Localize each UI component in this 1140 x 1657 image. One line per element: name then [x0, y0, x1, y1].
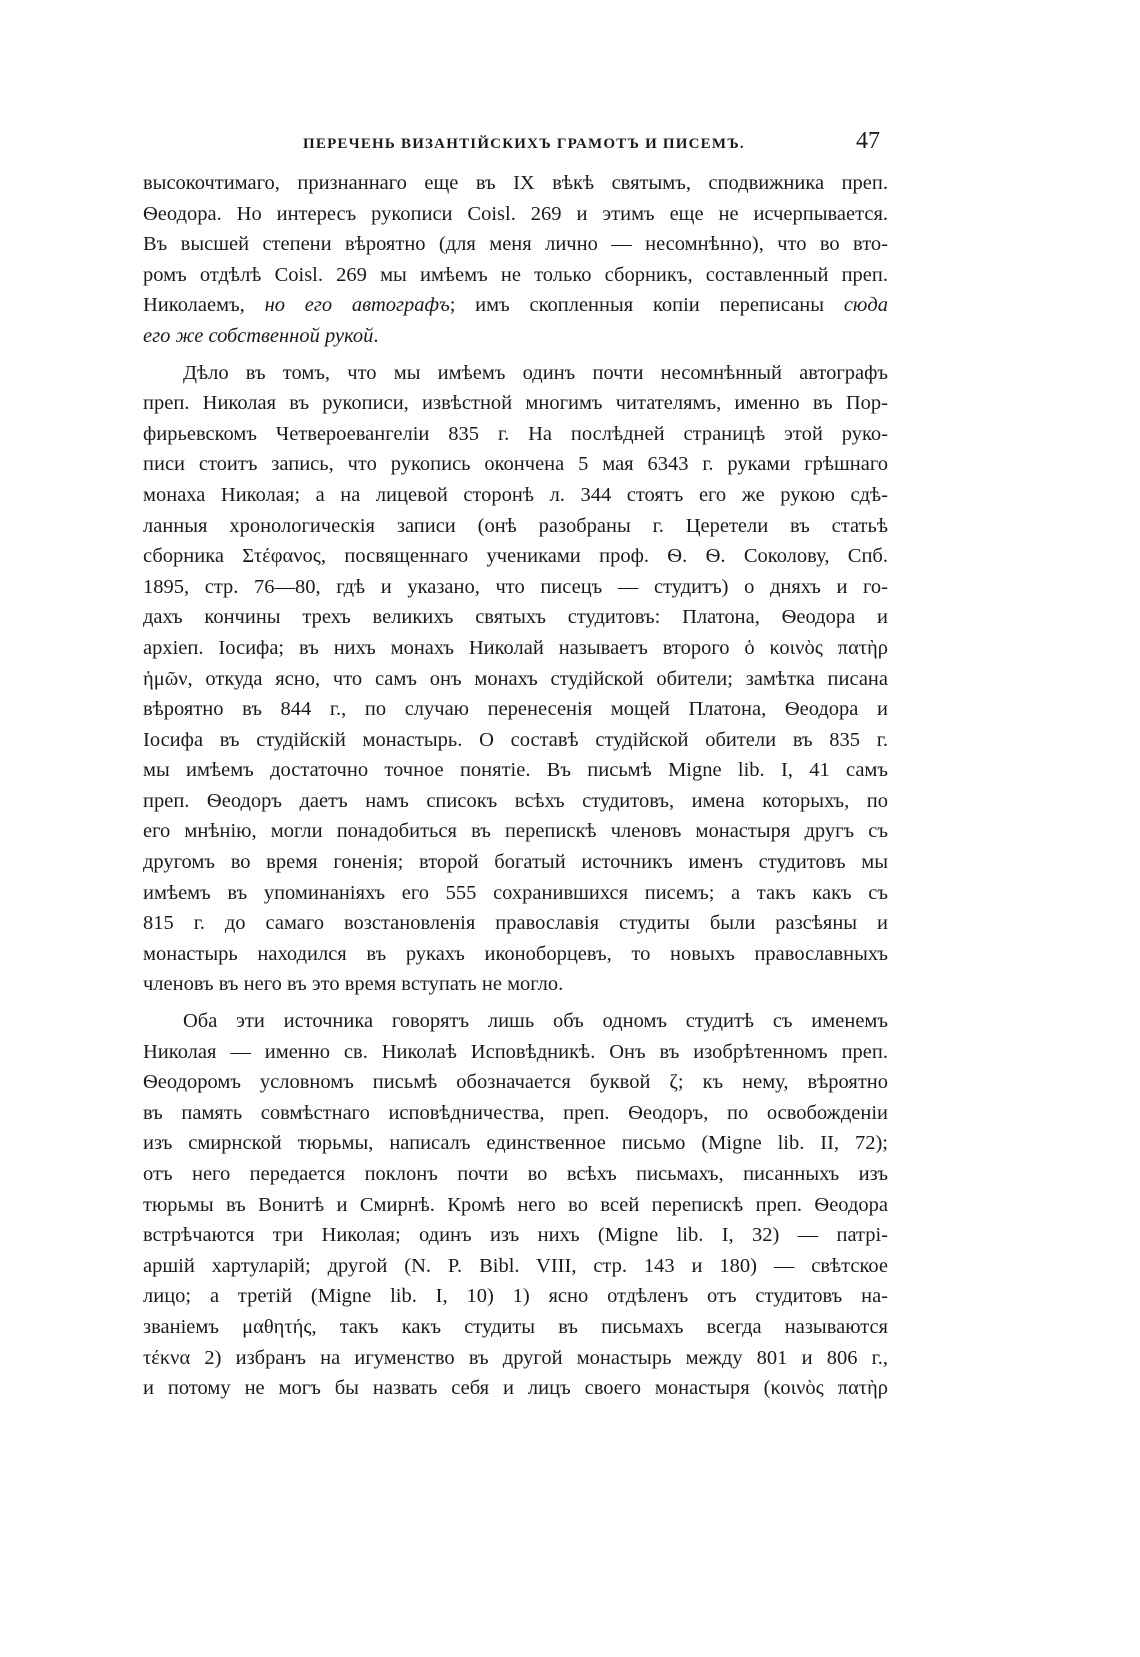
text-line: писи стоитъ запись, что рукопись окончена 5 мая 6343 г. руками грѣшнаго	[143, 453, 888, 476]
paragraph	[143, 1006, 888, 1404]
text-line: преп. Ѳеодоръ даетъ намъ списокъ всѣхъ студитовъ, имена которыхъ, по	[143, 789, 888, 812]
text-line: Николая — именно св. Николаѣ Исповѣдникѣ. Онъ въ изобрѣтенномъ преп.	[143, 1040, 888, 1063]
italic-text: сюда	[843, 294, 888, 317]
text-line: членовъ въ него въ это время вступать не могло.	[143, 973, 564, 996]
text-line: изъ смирнской тюрьмы, написалъ единственное письмо (Migne lib. II, 72);	[143, 1132, 888, 1155]
italic-text: его же собственной рукой	[143, 324, 374, 347]
text-line: 1895, стр. 76—80, гдѣ и указано, что писецъ — студитъ) о дняхъ и го-	[143, 575, 888, 598]
text-line: Ѳеодора. Но интересъ рукописи Coisl. 269 и этимъ еще не исчерпывается.	[143, 202, 888, 225]
text-line: аршій хартуларій; другой (N. P. Bibl. VIII, стр. 143 и 180) — свѣтское	[143, 1254, 888, 1277]
text-line: лицо; а третій (Migne lib. I, 10) 1) ясно отдѣленъ отъ студитовъ на-	[143, 1285, 888, 1308]
text-line: преп. Николая въ рукописи, извѣстной многимъ читателямъ, именно въ Пор-	[143, 392, 888, 415]
italic-text: но его автографъ	[264, 294, 450, 317]
text-line: его мнѣнію, могли понадобиться въ перепискѣ членовъ монастыря другъ съ	[143, 820, 888, 843]
text-line: мы имѣемъ достаточно точное понятіе. Въ письмѣ Migne lib. I, 41 самъ	[143, 759, 888, 782]
text-line	[143, 290, 888, 321]
body-text	[143, 168, 888, 1404]
text-line: дахъ кончины трехъ великихъ святыхъ студитовъ: Платона, Ѳеодора и	[143, 606, 888, 629]
paragraph	[143, 168, 888, 352]
text-segment: ; имъ скопленныя копіи переписаны	[449, 294, 844, 317]
text-line: ромъ отдѣлѣ Coisl. 269 мы имѣемъ не только сборникъ, составленный преп.	[143, 263, 888, 286]
text-line: званіемъ μαθητής, такъ какъ студиты въ письмахъ всегда называются	[143, 1315, 888, 1338]
text-segment: .	[373, 324, 379, 347]
paragraph	[143, 358, 888, 1000]
text-line: и потому не могъ бы назвать себя и лицъ своего монастыря (κοινὸς πατὴρ	[143, 1377, 888, 1400]
text-line: монастырь находился въ рукахъ иконоборцевъ, то новыхъ православныхъ	[143, 942, 888, 965]
text-line: тюрьмы въ Вонитѣ и Смирнѣ. Кромѣ него во всей перепискѣ преп. Ѳеодора	[143, 1193, 888, 1216]
running-head	[143, 128, 888, 168]
text-line: ἡμῶν, откуда ясно, что самъ онъ монахъ студійской обители; замѣтка писана	[143, 667, 888, 690]
text-line: Ѳеодоромъ условномъ письмѣ обозначается буквой ζ; къ нему, вѣроятно	[143, 1071, 888, 1094]
text-line: фирьевскомъ Четвероевангеліи 835 г. На послѣдней страницѣ этой руко-	[143, 422, 888, 445]
text-line	[143, 321, 888, 352]
text-line: Іосифа въ студійскій монастырь. О составѣ студійской обители въ 835 г.	[143, 728, 888, 751]
page-number: 47	[856, 128, 880, 154]
text-line: имѣемъ въ упоминаніяхъ его 555 сохранившихся писемъ; а такъ какъ съ	[143, 881, 888, 904]
text-line: Въ высшей степени вѣроятно (для меня лично — несомнѣнно), что во вто-	[143, 233, 888, 256]
text-line: Оба эти источника говорятъ лишь объ одномъ студитѣ съ именемъ	[183, 1010, 888, 1033]
document-page	[143, 128, 888, 1410]
text-line: τέκνα 2) избранъ на игуменство въ другой монастырь между 801 и 806 г.,	[143, 1346, 888, 1369]
text-line: 815 г. до самаго возстановленія православія студиты были разсѣяны и	[143, 912, 888, 935]
text-segment: Николаемъ,	[143, 294, 265, 317]
text-line: встрѣчаются три Николая; одинъ изъ нихъ (Migne lib. I, 32) — патрі-	[143, 1224, 888, 1247]
text-line: другомъ во время гоненія; второй богатый источникъ именъ студитовъ мы	[143, 851, 888, 874]
text-line: архіеп. Іосифа; въ нихъ монахъ Николай называетъ второго ὁ κοινὸς πατὴρ	[143, 636, 888, 659]
text-line: вѣроятно въ 844 г., по случаю перенесенія мощей Платона, Ѳеодора и	[143, 698, 888, 721]
text-line: въ память совмѣстнаго исповѣдничества, преп. Ѳеодоръ, по освобожденіи	[143, 1101, 888, 1124]
text-line: высокочтимаго, признаннаго еще въ IX вѣкѣ святымъ, сподвижника преп.	[143, 172, 888, 194]
text-line: ланныя хронологическія записи (онѣ разобраны г. Церетели въ статьѣ	[143, 514, 888, 537]
text-line: Дѣло въ томъ, что мы имѣемъ одинъ почти несомнѣнный автографъ	[183, 361, 888, 384]
text-line: отъ него передается поклонъ почти во всѣхъ письмахъ, писанныхъ изъ	[143, 1163, 888, 1185]
text-line: монаха Николая; а на лицевой сторонѣ л. 344 стоятъ его же рукою сдѣ-	[143, 483, 888, 506]
text-line: сборника Στέφανος, посвященнаго учениками проф. Ѳ. Ѳ. Соколову, Спб.	[143, 545, 888, 568]
running-title: ПЕРЕЧЕНЬ ВИЗАНТІЙСКИХЪ ГРАМОТЪ И ПИСЕМЪ.	[303, 136, 745, 152]
